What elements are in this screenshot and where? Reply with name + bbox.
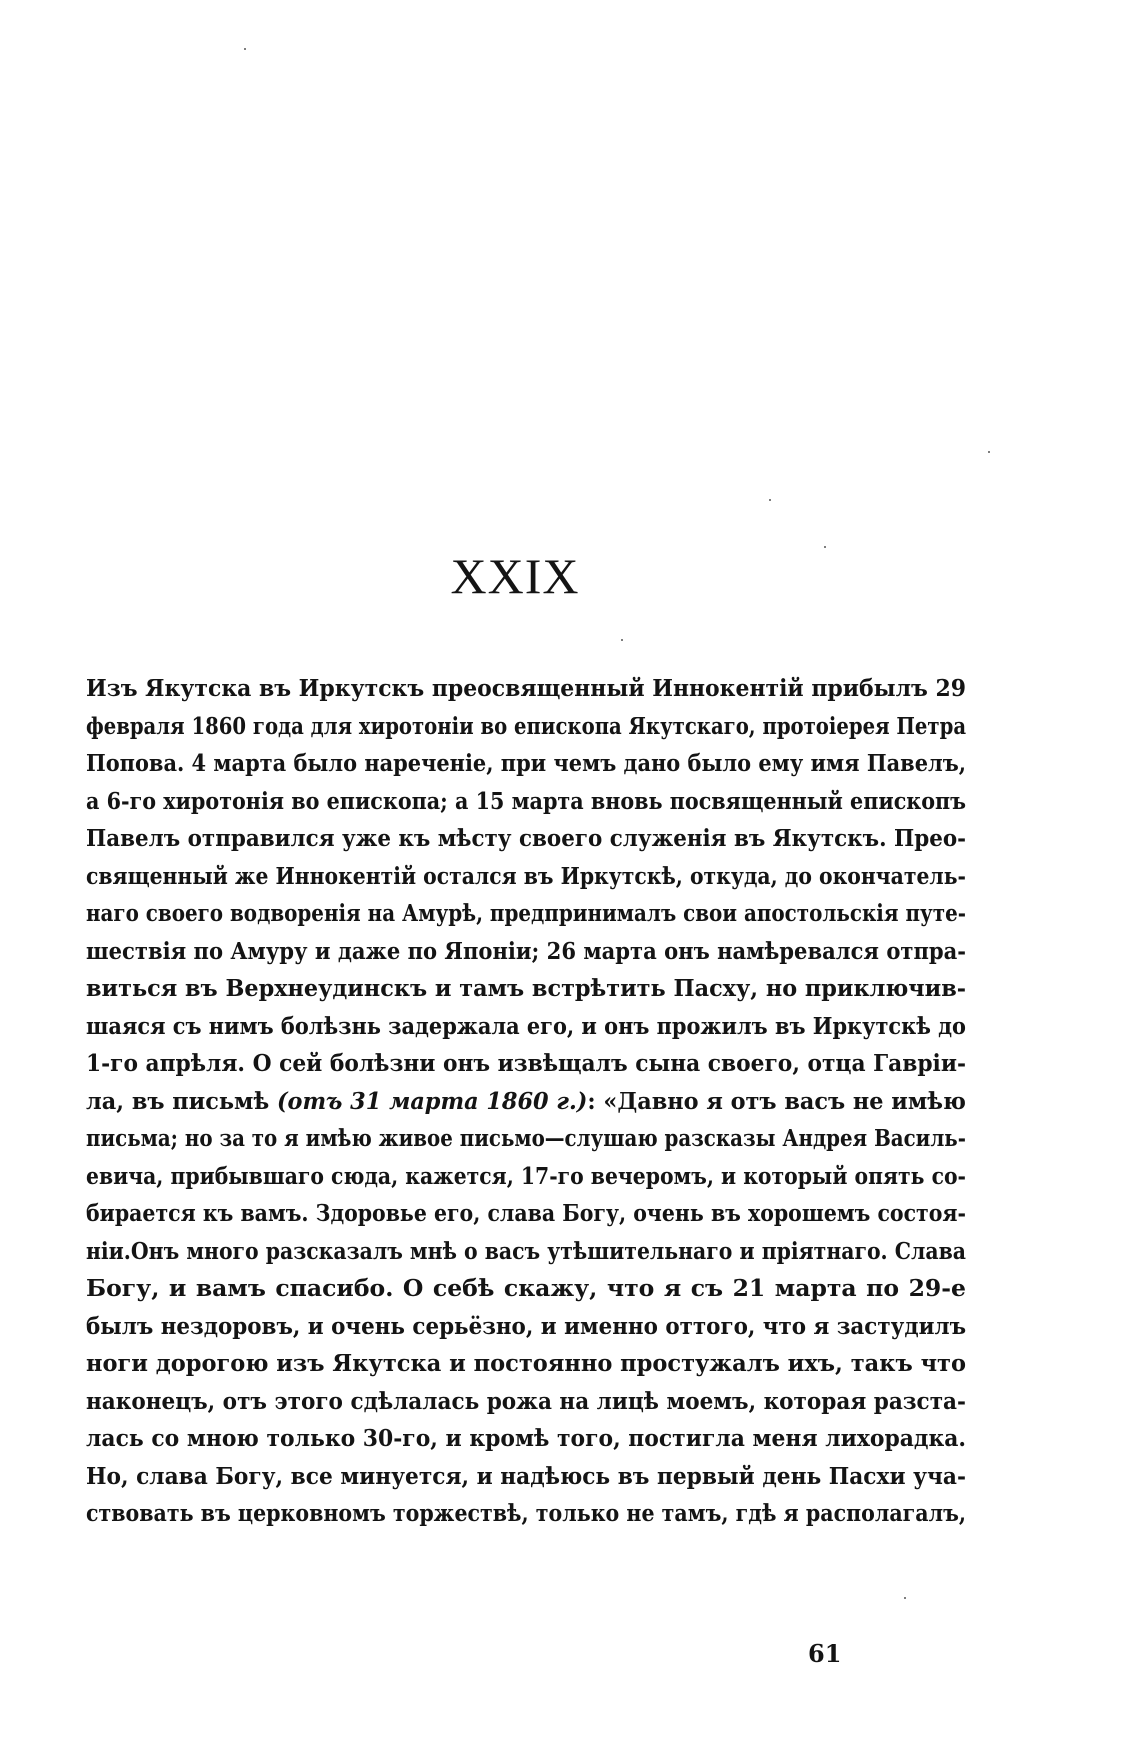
text-line: шествія по Амуру и даже по Японіи; 26 марта онъ намѣревался отпра-: [86, 936, 967, 965]
text-line: февраля 1860 года для хиротоніи во епископа Якутскаго, протоіерея Петра: [86, 711, 967, 740]
text-line: ніи.Онъ много разсказалъ мнѣ о васъ утѣшительнаго и пріятнаго. Слава: [86, 1236, 966, 1265]
text-line: Изъ Якутска въ Иркутскъ преосвященный Иннокентій прибылъ 29: [86, 674, 967, 702]
page-number: 61: [808, 1639, 842, 1668]
text-line: наконецъ, отъ этого сдѣлалась рожа на лицѣ моемъ, которая разста-: [86, 1386, 966, 1415]
text-line: Богу, и вамъ спасибо. О себѣ скажу, что я съ 21 марта по 29-е: [86, 1274, 966, 1302]
text-line: лась со мною только 30-го, и кромѣ того, постигла меня лихорадка.: [86, 1424, 967, 1452]
text-line: бирается къ вамъ. Здоровье его, слава Богу, очень въ хорошемъ состоя-: [86, 1199, 967, 1227]
text-line: ноги дорогою изъ Якутска и постоянно простужалъ ихъ, такъ что: [86, 1349, 966, 1377]
text-line: былъ нездоровъ, и очень серьёзно, и именно оттого, что я застудилъ: [86, 1311, 967, 1340]
text-line: евича, прибывшаго сюда, кажется, 17-го вечеромъ, и который опять со-: [86, 1161, 966, 1190]
scan-speck: [244, 48, 246, 50]
scan-speck: [769, 499, 771, 501]
text-line: шаяся съ нимъ болѣзнь задержала его, и онъ прожилъ въ Иркутскѣ до: [86, 1011, 966, 1040]
text-line: Павелъ отправился уже къ мѣсту своего служенія въ Якутскъ. Прео-: [86, 824, 967, 852]
text-line: а 6-го хиротонія во епископа; а 15 марта вновь посвященный епископъ: [86, 786, 967, 815]
text-line: наго своего водворенія на Амурѣ, предпринималъ свои апостольскія путе-: [86, 899, 966, 927]
scan-speck: [824, 546, 826, 548]
text-line: письма; но за то я имѣю живое письмо—слушаю разсказы Андрея Василь-: [86, 1124, 966, 1152]
text-line: Но, слава Богу, все минуется, и надѣюсь въ первый день Пасхи уча-: [86, 1461, 966, 1490]
scan-speck: [904, 1597, 906, 1599]
text-line: виться въ Верхнеудинскъ и тамъ встрѣтить Пасху, но приключив-: [86, 974, 967, 1002]
text-line: священный же Иннокентій остался въ Иркутскѣ, откуда, до окончатель-: [86, 861, 967, 890]
text-line: Попова. 4 марта было нареченіе, при чемъ дано было ему имя Павелъ,: [86, 749, 967, 777]
text-line-with-date: [86, 1083, 966, 1121]
body-text: [86, 670, 966, 1533]
text-line: 1-го апрѣля. О сей болѣзни онъ извѣщалъ сына своего, отца Гавріи-: [86, 1049, 966, 1077]
letter-opening: : «Давно я отъ васъ не имѣю: [587, 1086, 966, 1115]
text-line: ствовать въ церковномъ торжествѣ, только не тамъ, гдѣ я располагалъ,: [86, 1499, 966, 1527]
scan-speck: [621, 639, 623, 641]
letter-intro: ла, въ письмѣ: [86, 1086, 277, 1115]
chapter-title: XXIX: [450, 548, 580, 604]
scan-speck: [988, 451, 990, 453]
letter-date: (отъ 31 марта 1860 г.): [276, 1086, 588, 1115]
